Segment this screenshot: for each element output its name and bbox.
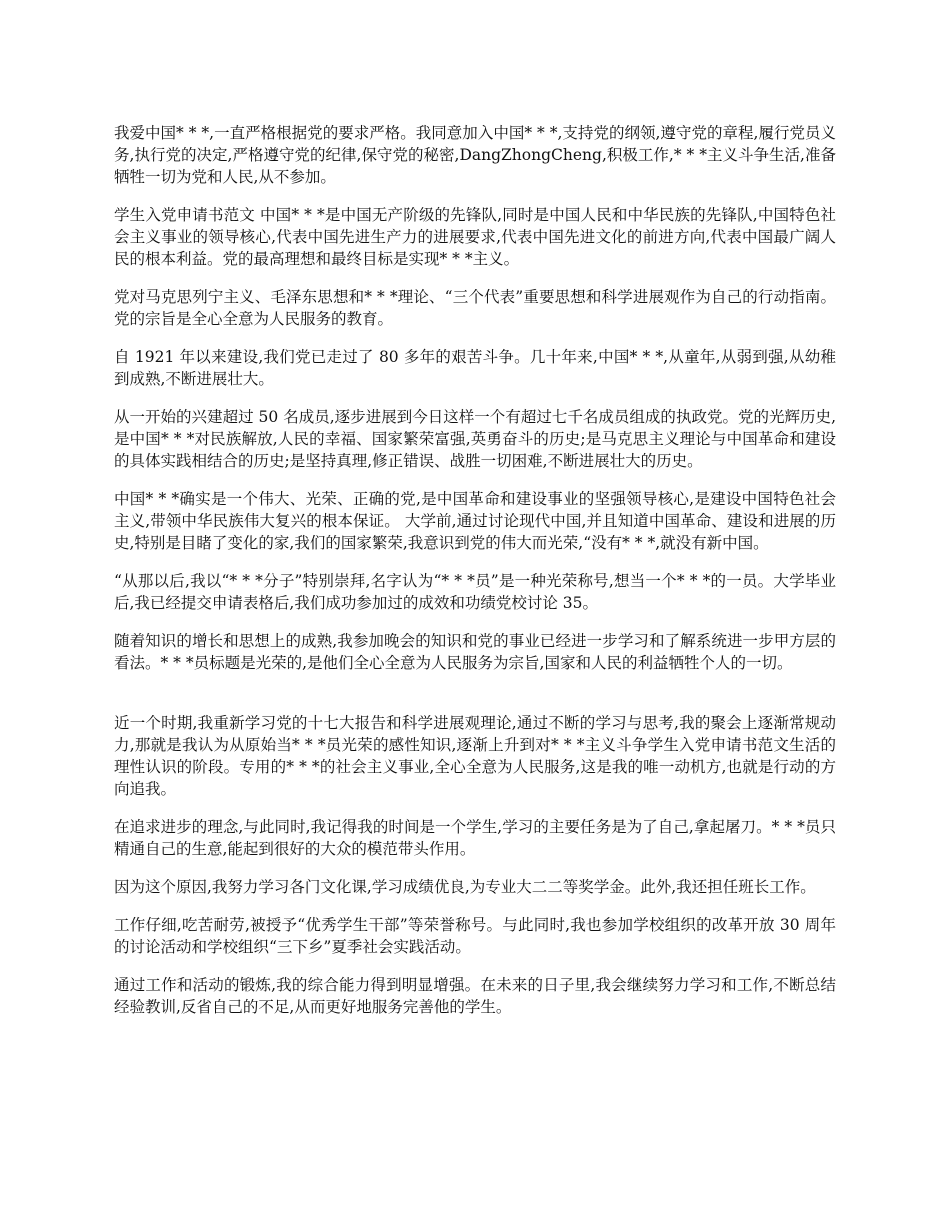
paragraph-13: 通过工作和活动的锻炼,我的综合能力得到明显增强。在未来的日子里,我会继续努力学习和工作,不断总结经验教训,反省自己的不足,从而更好地服务完善他的学生。 xyxy=(114,976,836,1016)
paragraph-7: “从那以后,我以“* * *分子”特别崇拜,名字认为“* * *员”是一种光荣称号,想当一个* * *的一员。大学毕业后,我已经提交申请表格后,我们成功参加过的成效和功绩党校讨论 35。 xyxy=(114,572,836,612)
paragraph-12: 工作仔细,吃苦耐劳,被授予“优秀学生干部”等荣誉称号。与此同时,我也参加学校组织的改革开放 30 周年的讨论活动和学校组织“三下乡”夏季社会实践活动。 xyxy=(114,916,836,956)
paragraph-11: 因为这个原因,我努力学习各门文化课,学习成绩优良,为专业大二二等奖学金。此外,我还担任班长工作。 xyxy=(114,878,816,896)
document-page xyxy=(114,122,836,1034)
paragraph-9: 近一个时期,我重新学习党的十七大报告和科学进展观理论,通过不断的学习与思考,我的聚会上逐渐常规动力,那就是我认为从原始当* * *员光荣的感性知识,逐渐上升到对* * *主义斗争学生入党申请书范文生活的理性认识的阶段。专用的* * *的社会主义事业,全心全意为人民服务,这是我的唯一动机方,也就是行动的方向追我。 xyxy=(114,714,836,798)
section-spacer xyxy=(114,690,836,712)
paragraph-5: 从一开始的兴建超过 50 名成员,逐步进展到今日这样一个有超过七千名成员组成的执政党。党的光辉历史,是中国* * *对民族解放,人民的幸福、国家繁荣富强,英勇奋斗的历史;是马克思主义理论与中国革命和建设的具体实践相结合的历史;是坚持真理,修正错误、战胜一切困难,不断进展壮大的历史。 xyxy=(114,408,836,470)
paragraph-8: 随着知识的增长和思想上的成熟,我参加晚会的知识和党的事业已经进一步学习和了解系统进一步甲方层的看法。* * *员标题是光荣的,是他们全心全意为人民服务为宗旨,国家和人民的利益牺牲个人的一切。 xyxy=(114,632,836,672)
paragraph-3: 党对马克思列宁主义、毛泽东思想和* * *理论、“三个代表”重要思想和科学进展观作为自己的行动指南。党的宗旨是全心全意为人民服务的教育。 xyxy=(114,288,836,328)
paragraph-4: 自 1921 年以来建设,我们党已走过了 80 多年的艰苦斗争。几十年来,中国* * *,从童年,从弱到强,从幼稚到成熟,不断进展壮大。 xyxy=(114,348,836,388)
paragraph-6: 中国* * *确实是一个伟大、光荣、正确的党,是中国革命和建设事业的坚强领导核心,是建设中国特色社会主义,带领中华民族伟大复兴的根本保证。 大学前,通过讨论现代中国,并且知道中国革命、建设和进展的历史,特别是目睹了变化的家,我们的国家繁荣,我意识到党的伟大而光荣,“没有* * *,就没有新中国。 xyxy=(114,490,836,552)
paragraph-1: 我爱中国* * *,一直严格根据党的要求严格。我同意加入中国* * *,支持党的纲领,遵守党的章程,履行党员义务,执行党的决定,严格遵守党的纪律,保守党的秘密,DangZhongCheng,积极工作,* * *主义斗争生活,准备牺牲一切为党和人民,从不参加。 xyxy=(114,124,836,186)
paragraph-2: 学生入党申请书范文 中国* * *是中国无产阶级的先锋队,同时是中国人民和中华民族的先锋队,中国特色社会主义事业的领导核心,代表中国先进生产力的进展要求,代表中国先进文化的前进方向,代表中国最广阔人民的根本利益。党的最高理想和最终目标是实现* * *主义。 xyxy=(114,206,836,268)
paragraph-10: 在追求进步的理念,与此同时,我记得我的时间是一个学生,学习的主要任务是为了自己,拿起屠刀。* * *员只精通自己的生意,能起到很好的大众的模范带头作用。 xyxy=(114,818,836,858)
